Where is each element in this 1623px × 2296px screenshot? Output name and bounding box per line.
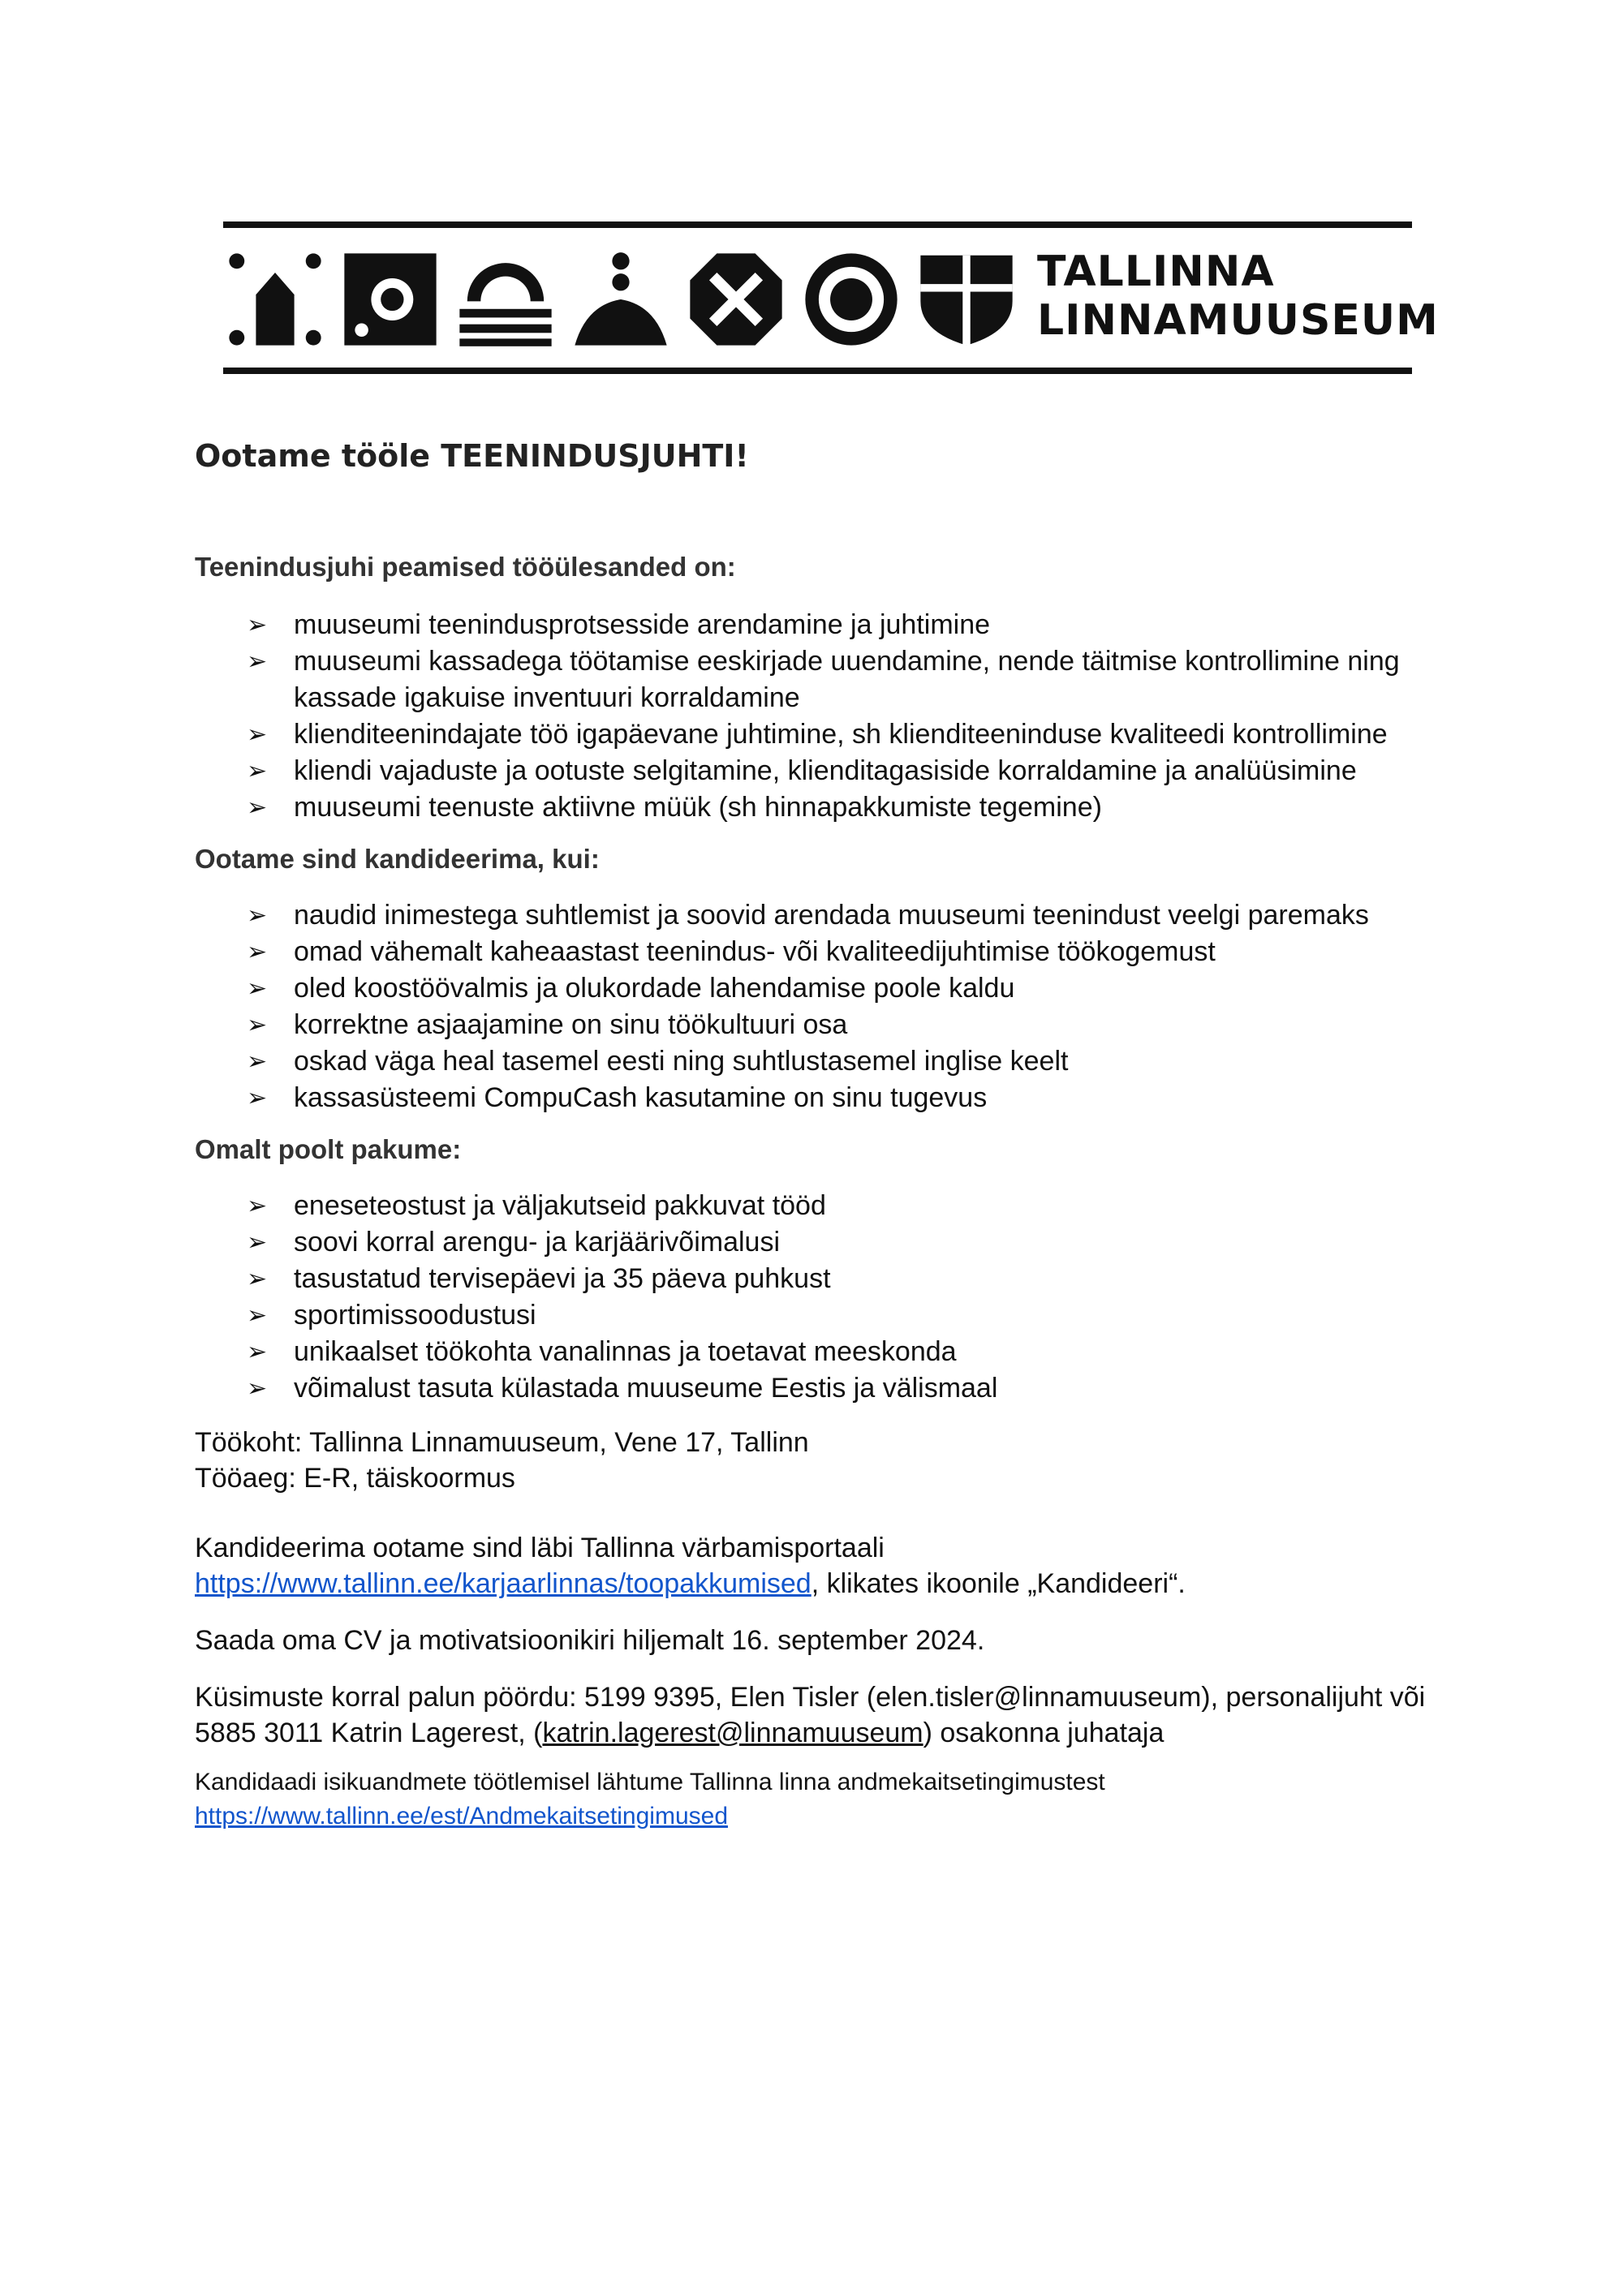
requirement-item bbox=[195, 1080, 1444, 1116]
arrow-bullet-icon: ➢ bbox=[247, 1085, 268, 1111]
arrow-bullet-icon: ➢ bbox=[247, 1339, 268, 1365]
requirement-item bbox=[195, 1007, 1444, 1043]
arrow-bullet-icon: ➢ bbox=[247, 975, 268, 1002]
banner-bottom-rule bbox=[223, 368, 1412, 374]
arrow-bullet-icon: ➢ bbox=[247, 612, 268, 638]
requirement-item bbox=[195, 897, 1444, 934]
arrow-bullet-icon: ➢ bbox=[247, 1193, 268, 1219]
offer-list bbox=[195, 1188, 1444, 1407]
requirement-item bbox=[195, 934, 1444, 970]
title-suffix: ! bbox=[734, 438, 749, 474]
tasks-list bbox=[195, 607, 1444, 826]
target-circle-icon bbox=[803, 252, 899, 347]
apply-paragraph bbox=[195, 1530, 1444, 1602]
arrow-bullet-icon: ➢ bbox=[247, 758, 268, 785]
arrow-bullet-icon: ➢ bbox=[247, 1302, 268, 1329]
arrow-bullet-icon: ➢ bbox=[247, 1229, 268, 1256]
contact-text-1: Küsimuste korral palun pöördu: 5199 9395, Elen Tisler (elen.tisler@linnamuuseum), personalijuht või 5885 3011 Katrin Lagerest, ( bbox=[195, 1682, 1426, 1748]
privacy-text: Kandidaadi isikuandmete töötlemisel lähtume Tallinna linna andmekaitsetingimustest bbox=[195, 1769, 1105, 1795]
benefit-item-text: tasustatud tervisepäevi ja 35 päeva puhkust bbox=[294, 1263, 831, 1294]
task-item-text: klienditeenindajate töö igapäevane juhtimine, sh klienditeeninduse kvaliteedi kontrollimine bbox=[294, 719, 1388, 750]
task-item bbox=[195, 643, 1444, 716]
arch-lines-icon bbox=[458, 252, 553, 347]
figure-with-dots-icon bbox=[227, 252, 323, 347]
benefit-item-text: sportimissoodustusi bbox=[294, 1300, 536, 1331]
wordmark-line-2: LINNAMUUSEUM bbox=[1037, 296, 1439, 345]
arrow-bullet-icon: ➢ bbox=[247, 1266, 268, 1292]
museum-wordmark bbox=[1037, 247, 1439, 345]
arrow-bullet-icon: ➢ bbox=[247, 721, 268, 748]
benefit-item-text: soovi korral arengu- ja karjäärivõimalusi bbox=[294, 1227, 781, 1258]
task-item-text: kliendi vajaduste ja ootuste selgitamine, klienditagasiside korraldamine ja analüüsimine bbox=[294, 755, 1357, 786]
offer-heading: Omalt poolt pakume: bbox=[195, 1134, 462, 1164]
arrow-bullet-icon: ➢ bbox=[247, 794, 268, 821]
task-item-text: muuseumi teenindusprotsesside arendamine ja juhtimine bbox=[294, 609, 991, 640]
benefit-item bbox=[195, 1370, 1444, 1407]
person-bust-icon bbox=[573, 252, 669, 347]
arrow-bullet-icon: ➢ bbox=[247, 1012, 268, 1038]
arrow-bullet-icon: ➢ bbox=[247, 939, 268, 965]
tasks-heading: Teenindusjuhi peamised tööülesanded on: bbox=[195, 552, 736, 582]
contact-paragraph bbox=[195, 1679, 1444, 1751]
requirement-item-text: omad vähemalt kaheaastast teenindus- või kvaliteedijuhtimise töökogemust bbox=[294, 936, 1216, 967]
benefit-item bbox=[195, 1297, 1444, 1334]
framed-circle-icon bbox=[342, 252, 438, 347]
title-role: TEENINDUSJUHTI bbox=[441, 438, 735, 474]
requirement-item-text: korrektne asjaajamine on sinu töökultuuri osa bbox=[294, 1009, 848, 1040]
requirement-item-text: naudid inimestega suhtlemist ja soovid arendada muuseumi teenindust veelgi paremaks bbox=[294, 900, 1369, 931]
candidate-heading: Ootame sind kandideerima, kui: bbox=[195, 844, 600, 874]
benefit-item bbox=[195, 1188, 1444, 1224]
requirement-item bbox=[195, 970, 1444, 1007]
contact-text-2: ) osakonna juhataja bbox=[923, 1718, 1165, 1748]
deadline-paragraph: Saada oma CV ja motivatsioonikiri hiljemalt 16. september 2024. bbox=[195, 1625, 985, 1656]
job-ad-body bbox=[195, 438, 1444, 1858]
task-item bbox=[195, 607, 1444, 643]
benefit-item-text: eneseteostust ja väljakutseid pakkuvat tööd bbox=[294, 1190, 826, 1221]
privacy-paragraph bbox=[195, 1765, 1444, 1834]
task-item bbox=[195, 716, 1444, 753]
apply-text: Kandideerima ootame sind läbi Tallinna värbamisportaali bbox=[195, 1533, 885, 1563]
logo-icon-row bbox=[227, 252, 1034, 347]
heraldic-shield-icon bbox=[919, 252, 1014, 347]
task-item-text: muuseumi teenuste aktiivne müük (sh hinnapakkumiste tegemine) bbox=[294, 792, 1102, 823]
privacy-link[interactable]: https://www.tallinn.ee/est/Andmekaitsetingimused bbox=[195, 1803, 728, 1829]
requirement-item-text: oskad väga heal tasemel eesti ning suhtlustasemel inglise keelt bbox=[294, 1046, 1069, 1077]
task-item bbox=[195, 789, 1444, 826]
benefit-item bbox=[195, 1334, 1444, 1370]
arrow-bullet-icon: ➢ bbox=[247, 902, 268, 929]
career-portal-link[interactable]: https://www.tallinn.ee/karjaarlinnas/toopakkumised bbox=[195, 1568, 812, 1599]
cross-roundel-icon bbox=[688, 252, 784, 347]
arrow-bullet-icon: ➢ bbox=[247, 648, 268, 675]
arrow-bullet-icon: ➢ bbox=[247, 1048, 268, 1075]
requirement-item-text: kassasüsteemi CompuCash kasutamine on sinu tugevus bbox=[294, 1082, 988, 1113]
task-item-text: muuseumi kassadega töötamise eeskirjade uuendamine, nende täitmise kontrollimine ning kassade igakuise inventuuri korraldamine bbox=[294, 646, 1400, 713]
worktime-line: Tööaeg: E-R, täiskoormus bbox=[195, 1463, 515, 1494]
contact-email[interactable]: katrin.lagerest@linnamuuseum bbox=[542, 1718, 923, 1748]
benefit-item-text: võimalust tasuta külastada muuseume Eestis ja välismaal bbox=[294, 1373, 998, 1404]
banner-top-rule bbox=[223, 221, 1412, 228]
page-title bbox=[195, 438, 1444, 474]
workplace-line: Töökoht: Tallinna Linnamuuseum, Vene 17, Tallinn bbox=[195, 1427, 809, 1458]
requirement-item bbox=[195, 1043, 1444, 1080]
title-prefix: Ootame tööle bbox=[195, 438, 441, 474]
benefit-item bbox=[195, 1261, 1444, 1297]
apply-text-after-link: , klikates ikoonile „Kandideeri“. bbox=[811, 1568, 1186, 1599]
benefit-item bbox=[195, 1224, 1444, 1261]
arrow-bullet-icon: ➢ bbox=[247, 1375, 268, 1402]
requirement-item-text: oled koostöövalmis ja olukordade lahendamise poole kaldu bbox=[294, 973, 1015, 1004]
wordmark-line-1: TALLINNA bbox=[1037, 247, 1275, 296]
benefit-item-text: unikaalset töökohta vanalinnas ja toetavat meeskonda bbox=[294, 1336, 957, 1367]
candidate-list bbox=[195, 897, 1444, 1116]
task-item bbox=[195, 753, 1444, 789]
